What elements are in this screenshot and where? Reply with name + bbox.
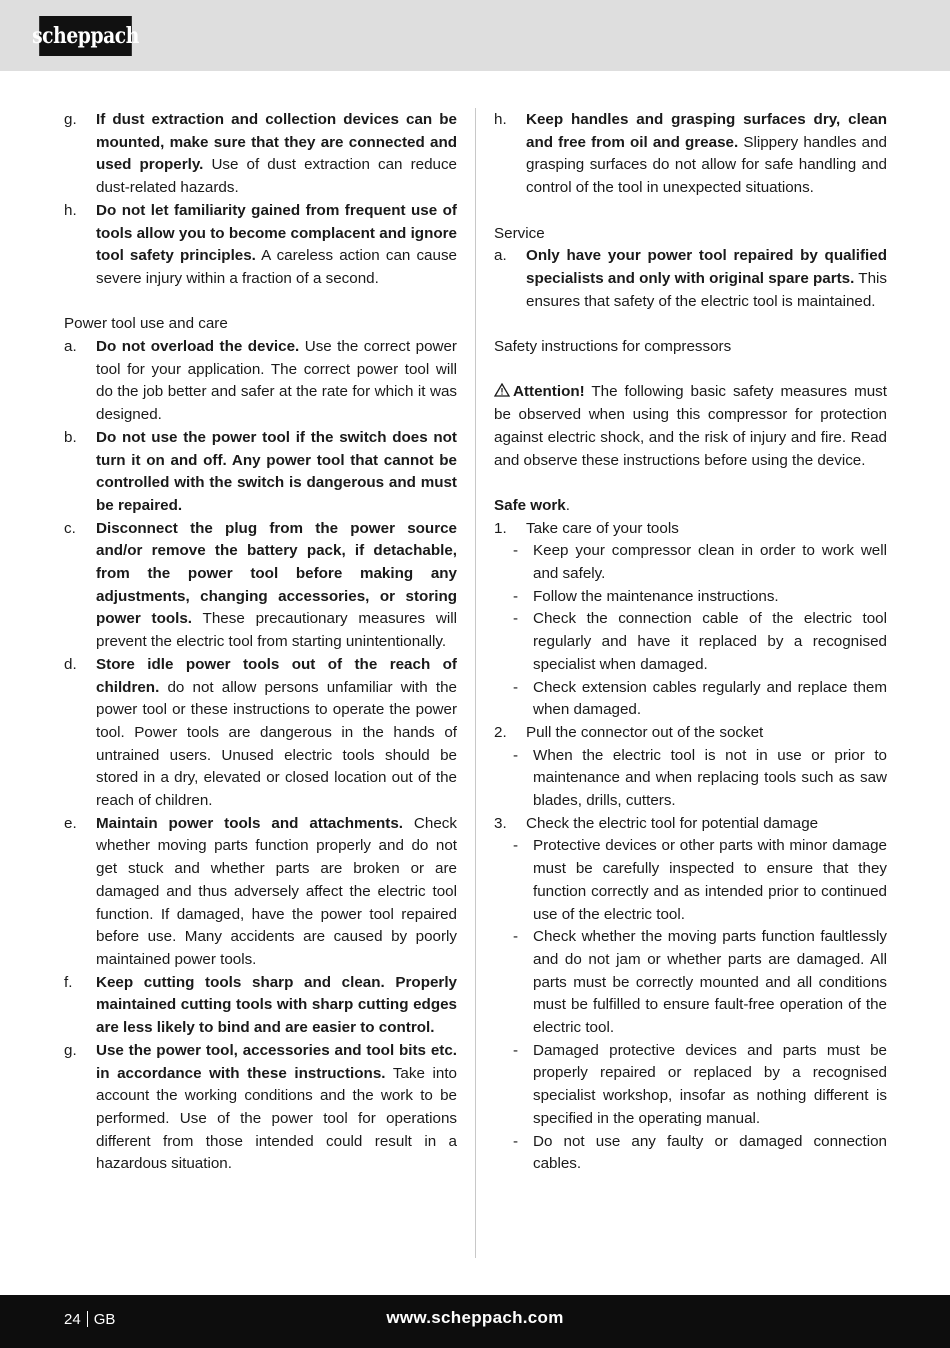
sub-item: - Protective devices or other parts with minor damage must be carefully inspected to ensure that they function correctly and as intended prior to continued use of the electric tool.	[513, 837, 887, 923]
list-item-h: h. Do not let familiarity gained from frequent use of tools allow you to become complacent and ignore tool safety principles. A careless action can cause severe injury within a fraction of a second.	[64, 201, 457, 287]
list-item-g: g. If dust extraction and collection devices can be mounted, make sure that they are connected and used properly. Use of dust extraction can reduce dust-related hazards.	[64, 111, 458, 197]
list-item-d: d. Store idle power tools out of the reach of children. do not allow persons unfamiliar with the power tool or these instructions to operate the power tool. Power tools are dangerous in the hands of untrained users. Unused electric tools should be stored in a dry, elevated or closed location out of the reach of children.	[64, 655, 457, 810]
section-heading-power-tool: Power tool use and care	[64, 315, 228, 333]
sub-item: - Keep your compressor clean in order to work well and safely.	[513, 542, 887, 582]
website-url: www.scheppach.com	[386, 1308, 564, 1327]
list-item-c: c. Disconnect the plug from the power source and/or remove the battery pack, if detachable, from the power tool before making any adjustments, changing accessories, or storing power tools. These precautionary measures will prevent the electric tool from starting unintentionally.	[64, 519, 457, 651]
numbered-item-2: 2. Pull the connector out of the socket	[494, 723, 764, 741]
numbered-item-3: 3. Check the electric tool for potential damage	[494, 814, 819, 832]
list-item-g2: g. Use the power tool, accessories and tool bits etc. in accordance with these instructions. Take into account the working conditions and the work to be performed. Use of the power tool for operations different from those intended could result in a hazardous situation.	[64, 1041, 457, 1173]
safe-work-heading: Safe work.	[494, 496, 570, 514]
page-header	[0, 0, 950, 71]
page-number: 24 GB	[64, 1311, 116, 1328]
page-footer	[0, 1295, 950, 1348]
column-divider	[475, 108, 476, 1258]
service-item-a: a. Only have your power tool repaired by qualified specialists and only with original spare parts. This ensures that safety of the electric tool is maintained.	[494, 247, 888, 310]
sub-item: - Follow the maintenance instructions.	[513, 587, 779, 605]
scheppach-logo: scheppach	[39, 16, 132, 56]
sub-item: - Do not use any faulty or damaged connection cables.	[513, 1132, 887, 1173]
sub-item: - Check whether the moving parts function faultlessly and do not jam or whether parts are damaged. All parts must be correctly mounted and all conditions must be fulfilled to ensure fault-free operation of the electric tool.	[513, 928, 887, 1037]
list-item-h2: h. Keep handles and grasping surfaces dry, clean and free from oil and grease. Slippery handles and grasping surfaces do not allow for safe handling and control of the tool in unexpected situations.	[494, 111, 887, 197]
warning-triangle-icon	[494, 383, 510, 397]
section-heading-compressors: Safety instructions for compressors	[494, 338, 732, 355]
attention-paragraph: Attention! The following basic safety measures must be observed when using this compressor for protection against electric shock, and the risk of injury and fire. Read and observe these instructions before using the device.	[494, 383, 887, 469]
list-item-a: a. Do not overload the device. Use the correct power tool for your application. The correct power tool will do the job better and safer at the rate for which it was designed.	[64, 338, 457, 424]
list-item-f: f. Keep cutting tools sharp and clean. Properly maintained cutting tools with sharp cutting edges are less likely to bind and are easier to control.	[64, 973, 457, 1037]
sub-item: - When the electric tool is not in use or prior to maintenance and when replacing tools such as saw blades, drills, cutters.	[513, 746, 887, 810]
sub-item: - Check the connection cable of the electric tool regularly and have it replaced by a recognised specialist when damaged.	[513, 610, 887, 673]
left-column	[64, 109, 457, 1176]
numbered-item-1: 1. Take care of your tools	[494, 519, 679, 537]
list-item-e: e. Maintain power tools and attachments. Check whether moving parts function properly and do not get stuck and whether parts are broken or are damaged and thus adversely affect the electric tool function. If damaged, have the power tool repaired before use. Many accidents are caused by poorly maintained power tools.	[64, 814, 457, 968]
right-column	[494, 109, 887, 1176]
sub-item: - Damaged protective devices and parts must be properly repaired or replaced by a recognised specialist workshop, insofar as nothing different is specified in the operating manual.	[513, 1041, 887, 1127]
list-item-b: b. Do not use the power tool if the switch does not turn it on and off. Any power tool that cannot be controlled with the switch is dangerous and must be repaired.	[64, 428, 457, 514]
sub-item: - Check extension cables regularly and replace them when damaged.	[513, 678, 887, 719]
section-heading-service: Service	[494, 224, 545, 242]
